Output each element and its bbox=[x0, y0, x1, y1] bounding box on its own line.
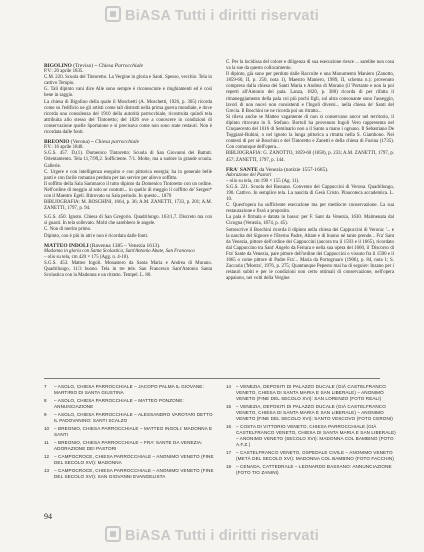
paragraph: BIBLIOGRAFIA: M. BOSCHINI, 1664, p. 36; A.M. ZANETTI, 1733, p. 201; A.M. ZANETTI, 1797, p. 94. bbox=[44, 200, 212, 212]
entry-heading-name: FRA' SANTE bbox=[226, 166, 258, 173]
figure-caption bbox=[44, 426, 214, 438]
figure-caption-text: – ASOLO, CHIESA PARROCCHIALE – ALESSANDRO VAROTARI DETTO IL PADOVANINO: SANTI SCALZO bbox=[54, 412, 213, 423]
figure-caption bbox=[226, 384, 396, 402]
entry-heading-place: da Venezia (notizie 1557-1665). bbox=[259, 166, 329, 173]
artwork-title: Madonna in gloria con Santa Scolastica, Sant'Antonio Abate, San Francesco bbox=[44, 248, 195, 254]
figure-caption-text: – CASTELFRANCO VENETO, OSPEDALE CIVILE – ANONIMO VENETO (METÀ DEL SECOLO XVI): MADONNA COL BAMBINO (FOTO FACCHIN) bbox=[236, 450, 394, 461]
watermark-logo-icon bbox=[105, 526, 121, 542]
figure-caption bbox=[226, 404, 396, 422]
figure-caption-text: – CENADA, CATTEDRALE – LEONARDO BASSANO: ANNUNCIAZIONE (FOTO TIO ZANINI) bbox=[236, 464, 392, 475]
figure-number: 14 bbox=[226, 384, 232, 389]
figure-caption bbox=[226, 424, 396, 448]
entry-heading-name: BIGOLINO bbox=[44, 63, 72, 69]
entry-heading-name: MATTEO INDOLI bbox=[44, 242, 89, 249]
paragraph: – olio su tela, cm 420 × 175 (Agg. n. 4-10). bbox=[44, 254, 130, 260]
figure-caption bbox=[44, 384, 214, 396]
figure-number: 11 bbox=[44, 440, 49, 445]
paragraph: La chiesa di Bigolino della quale il Moschetti (A. Moschetti, 1926, p. 305) ricorda come su l'edificio ne gli artisti come tali distrutti nella prima guerra mondiale, e dove ricorda una consulenza del 1910 della autorità parrocchiale, ricostruita quindi tela attribuita allo stesso del Tintoretto; del 1826 ove a conoscere in condizioni di conservazione quelle Sportaione e si precisava come non sono state restauri. Non è ricordata dalle fonti. bbox=[44, 99, 212, 136]
figure-caption bbox=[226, 464, 396, 476]
figure-caption bbox=[226, 450, 396, 462]
entry-heading-name: BREONIO bbox=[44, 139, 70, 146]
entry-heading-place: (Treviso) bbox=[73, 63, 94, 69]
paragraph: S.G.S. 457. D.(1). Domenico Tintoretto: Scuola di San Giovanni dei Battuti. Orientamento. Tela 11,7/99,2. Sufficiente. 7/1. Molte, ma a sudore la grande scuola. Gallerie. bbox=[44, 151, 212, 169]
figure-caption-text: – BREONIO, CHIESA PARROCCHIALE – FRA' SANTE DA VENEZIA: ADORAZIONE DEI PASTORI bbox=[54, 440, 203, 451]
paragraph: P.V.: 16 aprile 1840. bbox=[44, 145, 84, 151]
watermark-text: BiASA Tutti i diritti riservati bbox=[125, 528, 319, 544]
figure-caption-text: – ASOLO, CHIESA PARROCCHIALE – JACOPO PALMA IL GIOVANE: MARTIRIO DI SANTA GIUSTINA bbox=[54, 384, 204, 395]
figure-number: 16 bbox=[226, 424, 232, 429]
figure-caption bbox=[44, 454, 214, 466]
paragraph: S.G.S. 221. Scuola del Bassano. Convento dei Cappuccini di Verona. Quadrilungo, 190. Cattivo. In semplice tela. La nascita di Gesù Cristo. Pinacoteca accademica. L. 10. bbox=[226, 184, 394, 203]
entry-heading-parish: Chiesa Parrocchiale bbox=[98, 63, 144, 69]
paragraph: Si rileva anche se Matteo vagamente di non si conservano ancor nel territorio, il dipinto ritrovato in S. Stefano. Bortoli ha provenuto Ingoli Vero rappresenta nel Cinquecento del 1616 di Seminario non a il Santo a mano i ognuno. Il Sebastiano De Toggiani-Rubini, o nel ignoto la lunga pittorica a ritratta nella S. Giambono. Nei contesti di per sè Boschini e del Tintoretto e Zanetti e della chiesa di Fusina (1735). Con comunque dell'opera... bbox=[226, 114, 394, 151]
figure-number: 13 bbox=[44, 468, 50, 473]
watermark-logo-icon bbox=[105, 6, 121, 22]
paragraph: S.G.S. 450. Ignoto. Chiesa di San Gregorio. Quadrilungo. 163/1,7. Discreto ma con sì guasti. In tela sollevato. Molti che sarebbero le angele. bbox=[44, 215, 212, 227]
paragraph: C. Per la lucidissa del colore e diligenza di sua esecuzione riesce ... sarebbe non cosa va la sue da questo collocamento. bbox=[226, 60, 394, 72]
paragraph: C. Urgere e con intelligenza eseguito e con pittorica energia; ha in generale belle parti e con facile romanzo perduta per tan servire per allovo soffitto. bbox=[44, 169, 212, 181]
figure-caption-text: – VENEZIA, DEPOSITI DI PALAZZO DUCALE (GIÀ CASTELFRANCO VENETO, CHIESA DI SANTA MARIA E SAN LIBERALE) – ANONIMO VENETO (FINE DEL SECOLO XVI): SAN LORENZO (FOTO REALI) bbox=[236, 384, 386, 401]
paragraph: Dipinto, con è più in atti e non è ricordata dalle fonti. bbox=[44, 233, 149, 239]
figure-number: 7 bbox=[44, 384, 47, 389]
paragraph: P.V.: 20 aprile 1835. bbox=[44, 69, 84, 75]
paragraph: BIBLIOGRAFIA: G. ZANOTTO, 1859-60 (1858), p. 233; A.M. ZANETTI, 1797, p. 457; ZANETTI, 1797, p. 144. bbox=[226, 151, 394, 163]
figure-number: 9 bbox=[44, 412, 47, 417]
right-text-column bbox=[226, 60, 394, 282]
figure-caption-text: – VENEZIA, DEPOSITI DI PALAZZO DUCALE (GIÀ CASTELFRANCO VENETO, CHIESA DI SANTA MARIA E SAN LIBERALE) – ANONIMO VENETO (FINE DEL SECOLO XVI): SANTO VESCOVO (FOTO CERONI) bbox=[236, 404, 393, 421]
paragraph: Sottoscrive il Boschini ricorda il dipinto nella chiesa dei Cappuccini di Verona: '... e la nascita del Signore e l'Eterno Padre, Altare e di buono né tanto prende... Fra' Sant da Venezia, pittore dell'ordine dei Cappuccini (ancora tra il 1593 e il 1665), ricordato dal Cappuccino tra Sant' Angelo da Ferrara e nella sua opera del 1660, il 'Discorso di Fra' Sante da Venezia, pare pittore dell'ordine dei Cappuccini o vissuto fra il 1590 e il 1665 o come pittore di Padre Fra'... Maria da Portogruaro (1906), p. 84, nota 1; S. Zaccaria ('Mostra', 1976, p. 275; Quantunque Pepesto mai ha di seguire: Inzano per i restauri subiti e per le condizioni non certo ottimali di conservazione, nell'opera appaiono, nei volti della Vergine bbox=[226, 227, 394, 282]
paragraph: C. Quest'opera ha sufficiente esecuzione ma per mediocre conservazione. La sua restaurazione e fissò a proposito. bbox=[226, 203, 394, 215]
paragraph: C. Non di merito primo. bbox=[44, 227, 92, 233]
figure-number: 8 bbox=[44, 398, 47, 403]
watermark-text: BiASA Tutti i diritti riservati bbox=[125, 8, 319, 24]
figure-number: 10 bbox=[44, 426, 50, 431]
entry-heading-parish: Chiesa parrocchiale bbox=[95, 139, 140, 146]
watermark-top bbox=[0, 6, 424, 24]
captions-right bbox=[226, 384, 396, 478]
figure-number: 18 bbox=[226, 464, 232, 469]
figure-caption-text: – BREONIO, CHIESA PARROCCHIALE – MATTEO INGOLI: MADONNA E SANTI bbox=[54, 426, 213, 437]
figure-caption-text: – ASOLO, CHIESA PARROCCHIALE – MATTEO PONZONE: ANNUNCIAZIONE bbox=[54, 398, 184, 409]
watermark-bottom bbox=[0, 526, 424, 544]
paragraph: Il dipinto, già sono per perduto dalle Raccolte e una Monumento Maniero (Zanotto, 1859-60, II, p. 250, nota 1), Maestro Maniero, 1989, II, schema n.); provenuto compreso dalla chiesa dei Santi Maria e Andrea di Murano (il 'Portante e non la poi reperti all'Antonio dei pala. Lanza, 1820, p. 380) ricorda di per rifatta il rimaneggiamento della pala coi più pochi figli, sul altra consonante sono l'asseggio, lavori di non nuovi non consistenti e l'Ingoli diversi... nella chiesa de' Santi del Grecia. Il Boschini ne ne ricorda poi un ritratto... bbox=[226, 72, 394, 114]
artwork-title: Adorazione dei Pastori bbox=[226, 172, 272, 178]
figure-number: 17 bbox=[226, 450, 232, 455]
page-number: 94 bbox=[44, 512, 52, 521]
entry-heading-place: (Verona) bbox=[70, 139, 90, 146]
left-text-column bbox=[44, 60, 212, 279]
paragraph: C.M. 220. Scuola del Tintoretto. La Vergine in gloria e Santi. Spesso, vecchio. Tela in cattivo Tempio. bbox=[44, 75, 212, 87]
figure-number: 15 bbox=[226, 404, 232, 409]
paragraph: Il soffitto della Sala Sammarco il tutto dipinto da Domenico Tintoretto con un ordine. Nell'ordine di meggio al solo se contutti... in quello di meggio il coffitto de' Sergen* con il Maestro Egeli. Ritrovato su Sala periodo. In questo... 1870 bbox=[44, 181, 212, 199]
figure-number: 12 bbox=[44, 454, 50, 459]
paragraph: La pala è firmata e datata in basso: per F. Sant da Venezia, 1630. Malmenata dal Cicogna (Venezia, 1874, p. 45). bbox=[226, 215, 394, 227]
captions-left bbox=[44, 384, 214, 482]
paragraph: S.G.S. 453. Matteo Ingoli. Monastero da Santa Maria e Andrea di Murano. Quadrilungo, 11/3 buono. Tela in tre tele. San Francesco Sant'Antonio Santa Scolastica con la Madonna e un ritratto. Tempel. L. 80. bbox=[44, 260, 212, 279]
figure-caption bbox=[44, 440, 214, 452]
entry-heading: BIGOLINO (Treviso) – Chiesa Parrocchiale bbox=[44, 63, 144, 69]
figure-caption-text: – COSTA DI VITTORIO VENETO, CHIESA PARROCCHIALE (GIÀ CASTELFRANCO VENETO, CHIESA DI SANTA MARIA E SAN LIBERALE) – ANONIMO VENETO (SECOLO XVI): MADONNA COL BAMBINO (FOTO A.F.Z.) bbox=[236, 424, 396, 447]
paragraph: G. Tali dipinto vani dice Alle sono sempre è riconosciute e ringhiamenti ed è così bene in saggio. bbox=[44, 87, 212, 99]
entry-heading: BREONIO (Verona) – Chiesa parrocchiale bbox=[44, 139, 140, 146]
figure-caption bbox=[44, 398, 214, 410]
figure-caption-text: – CAMPOCROCE, CHIESA PARROCCHIALE – ANONIMO VENETO (FINE DEL SECOLO XVI): MADONNA bbox=[54, 454, 214, 465]
figure-caption bbox=[44, 468, 214, 480]
figure-caption-text: – CAMPOCROCE, CHIESA PARROCCHIALE – ANONIMO VENETO (FINE DEL SECOLO XVI): SAN GIOVANNI EVANGELISTA bbox=[54, 468, 214, 479]
paragraph: – olio su tela, cm 190 × 155 (Ag. 11). bbox=[226, 178, 300, 184]
caption-divider bbox=[44, 378, 380, 379]
figure-caption bbox=[44, 412, 214, 424]
entry-heading-place: (Ravenna 1385 – Venezia 1613). bbox=[90, 242, 161, 249]
